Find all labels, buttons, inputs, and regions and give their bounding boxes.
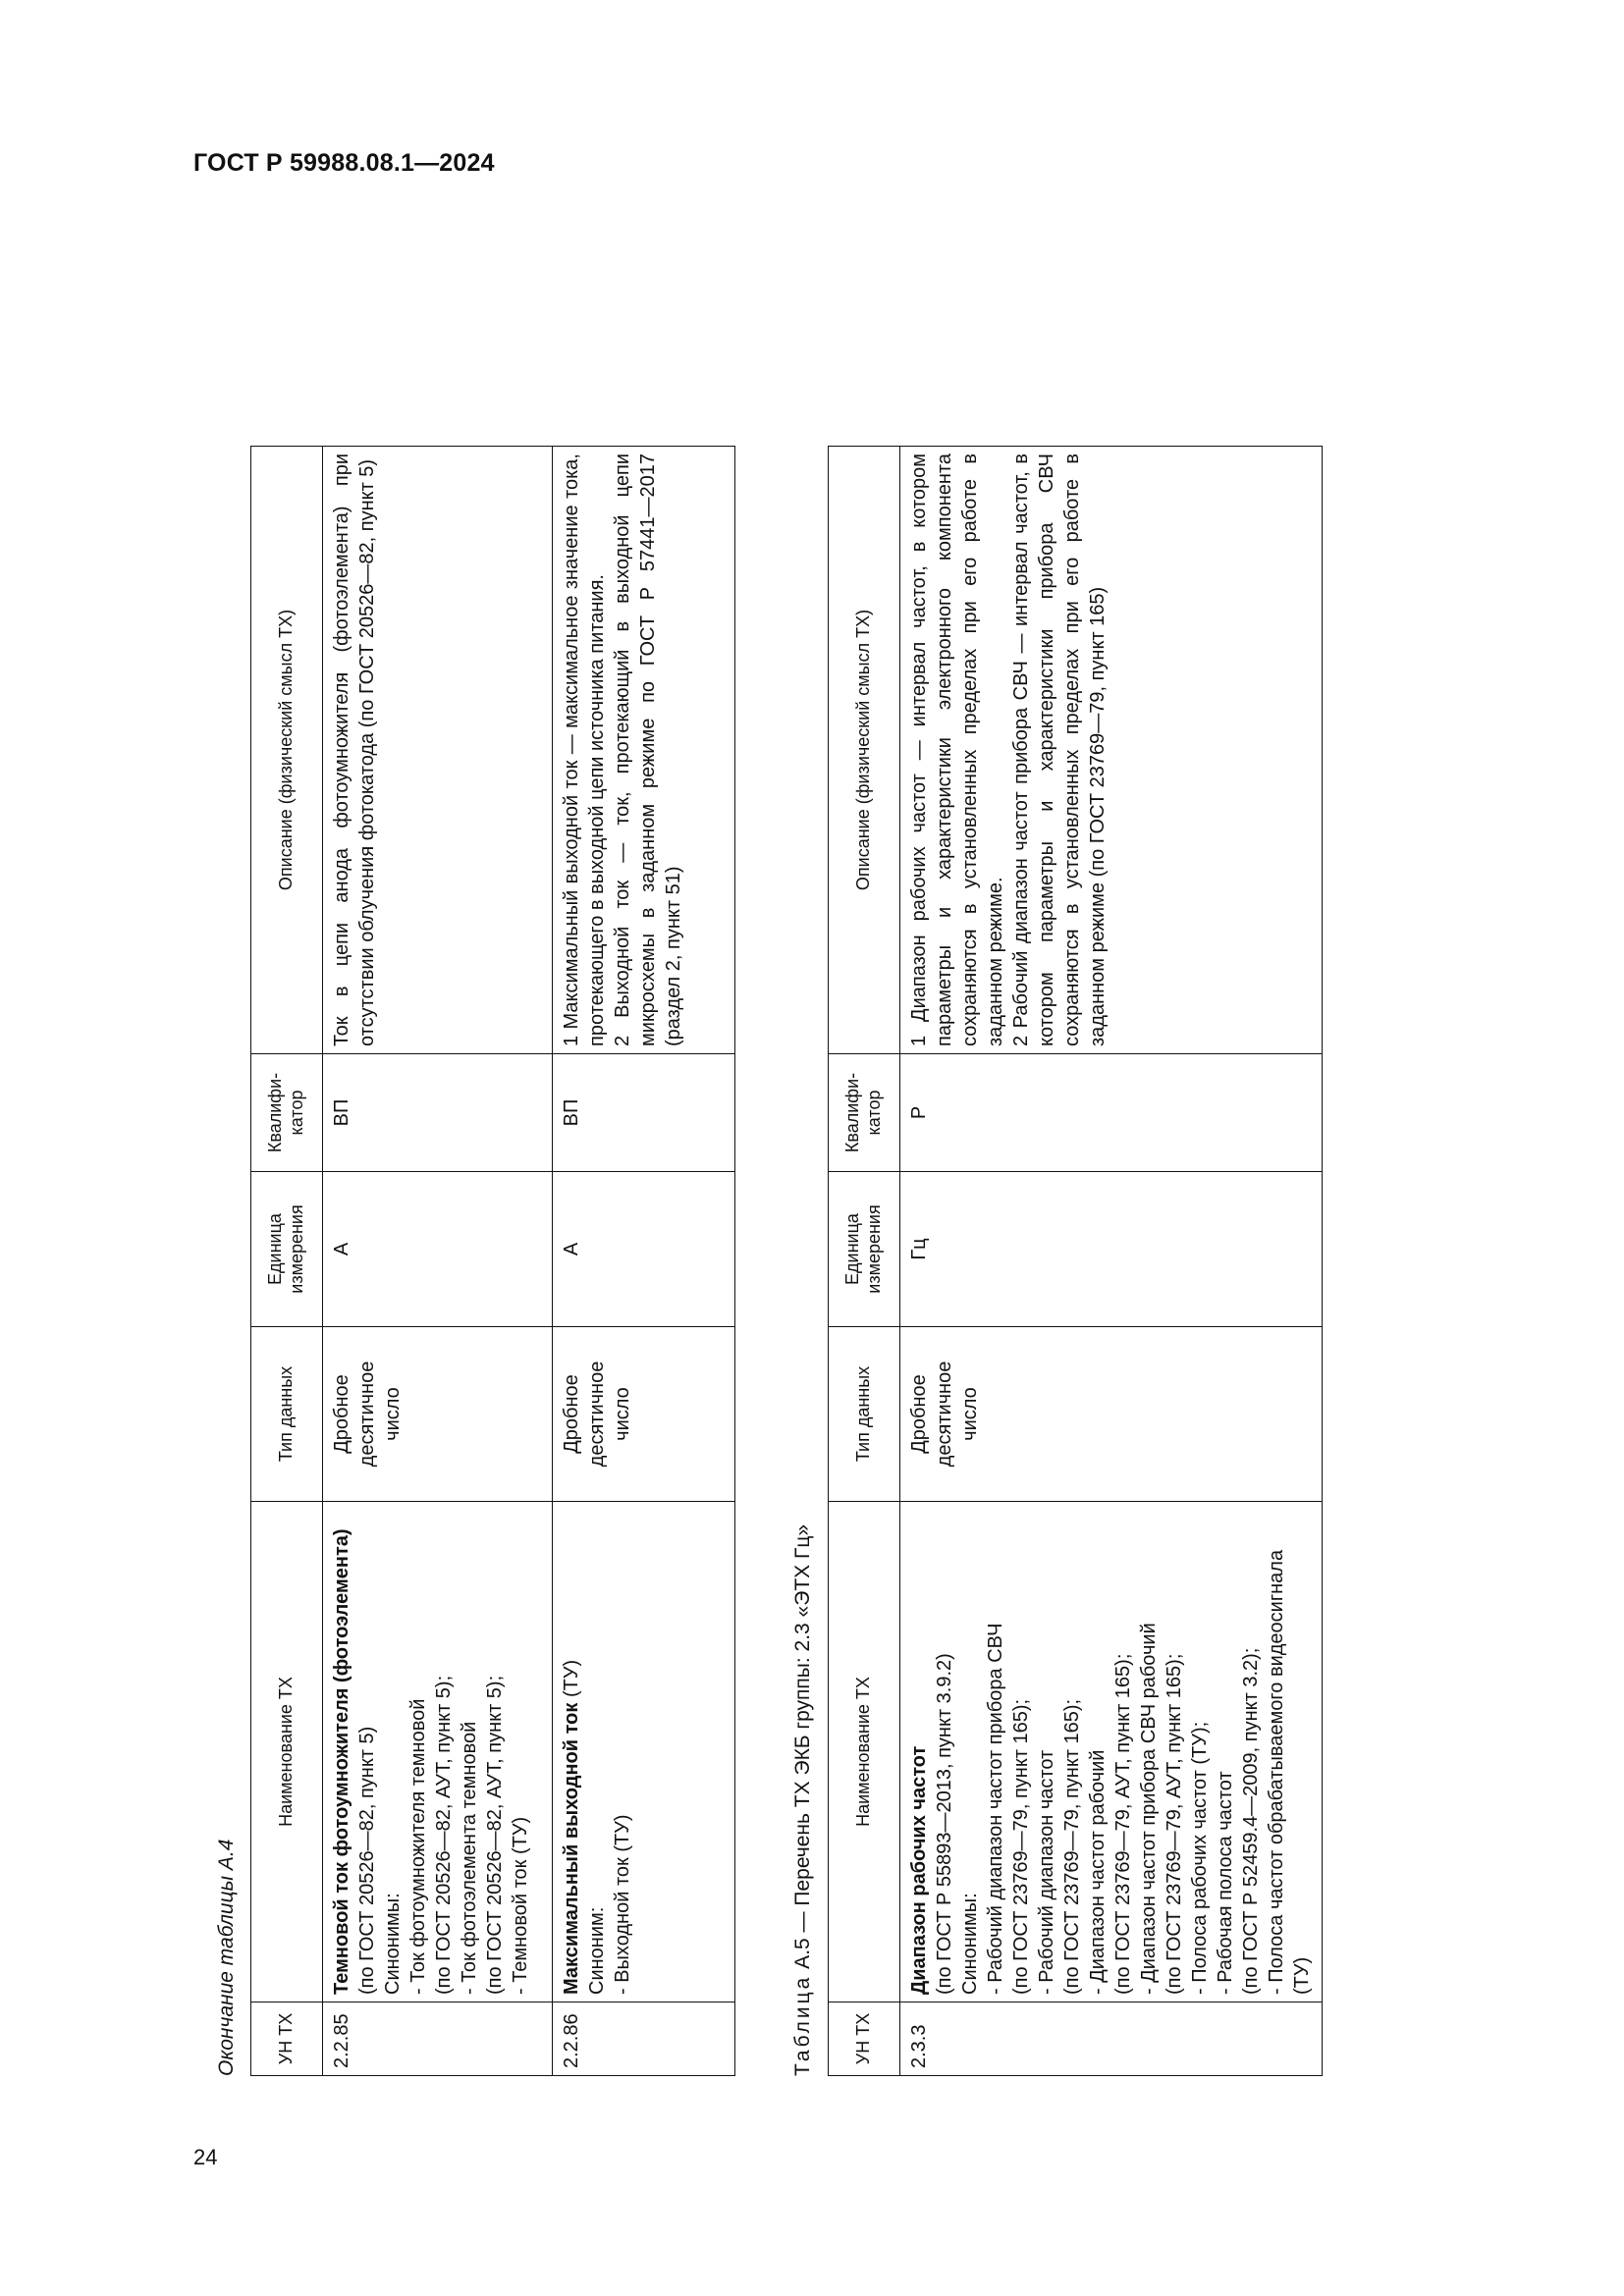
name-line: Синонимы: <box>959 1893 981 1995</box>
table-a4-continuation-caption: Окончание таблицы А.4 <box>215 1839 238 2076</box>
column-header-type: Тип данных <box>251 1327 323 1502</box>
cell-name <box>553 1502 735 2002</box>
column-header-qualifier: Квалифи-катор <box>251 1054 323 1172</box>
description-line: 2 Рабочий диапазон частот прибора СВЧ — интервал частот, в котором параметры и характеристики прибора СВЧ сохраняются в установленных пределах при его работе в заданном режиме (по ГОСТ 23769—79, пункт 165) <box>1010 454 1109 1046</box>
table-row <box>323 447 553 2076</box>
name-line: - Темновой ток (ТУ) <box>510 1816 531 1995</box>
cell-data-type: Дробное десятичное число <box>553 1327 735 1502</box>
name-line: - Полоса частот обрабатываемого видеосигнала (ТУ) <box>1266 1549 1313 1995</box>
description-line: 1 Диапазон рабочих частот — интервал частот, в котором параметры и характеристики электронного компонента сохраняются в установленных пределах при его работе в заданном режиме. <box>908 454 1006 1046</box>
page-number: 24 <box>193 2145 218 2169</box>
cell-name <box>900 1502 1323 2002</box>
cell-qualifier: ВП <box>323 1054 553 1172</box>
name-line: - Ток фотоэлемента темновой <box>459 1721 480 1995</box>
rotated-landscape-content <box>213 201 1489 2086</box>
cell-name <box>323 1502 553 2002</box>
cell-description <box>323 447 553 1054</box>
name-line: (по ГОСТ 20526—82, пункт 5) <box>356 1726 378 1995</box>
table-a5-caption <box>791 1524 815 2076</box>
column-header-description: Описание (физический смысл ТХ) <box>829 447 900 1054</box>
cell-qualifier: ВП <box>553 1054 735 1172</box>
column-header-un: УН ТХ <box>251 2002 323 2076</box>
name-line: (по ГОСТ 20526—82, АУТ, пункт 5); <box>433 1675 455 1995</box>
table-a4 <box>250 446 735 2076</box>
name-suffix: (ТУ) <box>561 1659 582 1703</box>
column-header-qualifier: Квалифи-катор <box>829 1054 900 1172</box>
name-line: - Диапазон частот рабочий <box>1087 1749 1109 1995</box>
column-header-un: УН ТХ <box>829 2002 900 2076</box>
table-title: А.5 — Перечень ТХ ЭКБ группы: 2.3 «ЭТХ Гц» <box>791 1523 814 1969</box>
document-standard-header: ГОСТ Р 59988.08.1—2024 <box>193 149 495 177</box>
name-title-line <box>559 1509 584 1995</box>
table-header-row <box>251 447 323 2076</box>
cell-un: 2.2.86 <box>553 2002 735 2076</box>
characteristic-name: Максимальный выходной ток <box>561 1702 582 1995</box>
name-line: (по ГОСТ 20526—82, АУТ, пункт 5); <box>484 1675 506 1995</box>
name-line: - Полоса рабочих частот (ТУ); <box>1189 1721 1211 1995</box>
name-line: - Диапазон частот прибора СВЧ рабочий <box>1138 1623 1160 1995</box>
name-line: Синонимы: <box>382 1893 404 1995</box>
cell-unit: Гц <box>900 1172 1323 1327</box>
name-line: (по ГОСТ 23769—79, АУТ, пункт 165); <box>1164 1653 1185 1995</box>
name-line: - Рабочий диапазон частот прибора СВЧ <box>985 1623 1006 1995</box>
name-line: (по ГОСТ Р 55893—2013, пункт 3.9.2) <box>934 1653 955 1995</box>
cell-description <box>900 447 1323 1054</box>
column-header-name: Наименование ТХ <box>829 1502 900 2002</box>
description-line: Ток в цепи анода фотоумножителя (фотоэлемента) при отсутствии облучения фотокатода (по ГОСТ 20526—82, пункт 5) <box>331 454 378 1046</box>
column-header-type: Тип данных <box>829 1327 900 1502</box>
cell-un: 2.2.85 <box>323 2002 553 2076</box>
cell-data-type: Дробное десятичное число <box>900 1327 1323 1502</box>
name-line: (по ГОСТ 23769—79, пункт 165); <box>1010 1698 1032 1995</box>
table-header-row <box>829 447 900 2076</box>
column-header-unit: Единица измерения <box>829 1172 900 1327</box>
table-row <box>553 447 735 2076</box>
table-row <box>900 447 1323 2076</box>
name-line: (по ГОСТ 23769—79, пункт 165); <box>1061 1698 1083 1995</box>
cell-un: 2.3.3 <box>900 2002 1323 2076</box>
table-label: Таблица <box>791 1974 814 2076</box>
name-line: - Рабочий диапазон частот <box>1036 1749 1057 1995</box>
characteristic-name: Диапазон рабочих частот <box>908 1745 930 1995</box>
description-line: 1 Максимальный выходной ток — максимальное значение тока, протекающего в выходной цепи источника питания. <box>561 454 608 1046</box>
cell-unit: А <box>553 1172 735 1327</box>
cell-qualifier: Р <box>900 1054 1323 1172</box>
characteristic-name: Темновой ток фотоумножителя (фотоэлемента) <box>331 1528 352 1995</box>
description-line: 2 Выходной ток — ток, протекающий в выходной цепи микросхемы в заданном режиме по ГОСТ Р 57441—2017 (раздел 2, пункт 51) <box>612 454 684 1046</box>
name-line: - Ток фотоумножителя темновой <box>407 1698 429 1995</box>
table-a5 <box>828 446 1323 2076</box>
cell-unit: А <box>323 1172 553 1327</box>
name-line: (по ГОСТ 23769—79, АУТ, пункт 165); <box>1112 1653 1134 1995</box>
name-line: (по ГОСТ Р 52459.4—2009, пункт 3.2); <box>1240 1647 1262 1995</box>
name-line: - Выходной ток (ТУ) <box>612 1814 633 1995</box>
name-line: - Рабочая полоса частот <box>1215 1771 1236 1995</box>
column-header-unit: Единица измерения <box>251 1172 323 1327</box>
cell-data-type: Дробное десятичное число <box>323 1327 553 1502</box>
name-line: Синоним: <box>586 1906 608 1995</box>
cell-description <box>553 447 735 1054</box>
column-header-name: Наименование ТХ <box>251 1502 323 2002</box>
column-header-description: Описание (физический смысл ТХ) <box>251 447 323 1054</box>
